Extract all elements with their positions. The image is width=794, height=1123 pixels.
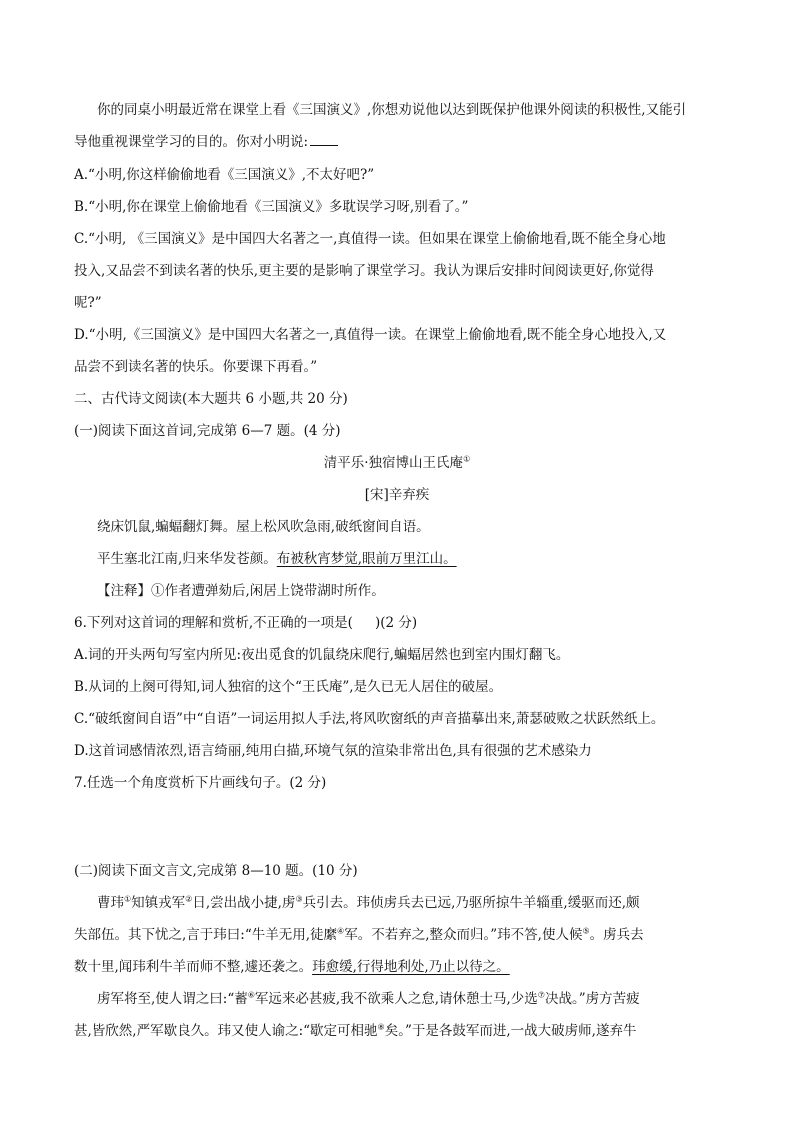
passage-p1-line3: [74, 958, 510, 976]
poem-author: [宋]辛弃疾: [364, 487, 430, 503]
passage-p1-line3-text: 数十里,闻玮利牛羊而师不整,遽还袭之。: [74, 959, 313, 975]
q5-option-c-line3: 呢?”: [74, 295, 102, 311]
poem-note: 【注释】①作者遭弹劾后,闲居上饶带湖时所作。: [97, 583, 385, 599]
passage-p2-line2: [74, 1022, 636, 1040]
passage-underlined-sentence: 玮愈缓,行得地利处,乃止以待之。: [312, 959, 510, 975]
poem-line-2a: 平生塞北江南,归来华发苍颜。: [97, 551, 277, 567]
passage-p1-line1: [97, 894, 639, 912]
q5-option-d-line1: D.“小明,《三国演义》是中国四大名著之一,真值得一读。在课堂上偷偷地看,既不能全身心地投入,又: [74, 327, 667, 343]
q5-stem-line1: 你的同桌小明最近常在课堂上看《三国演义》,你想劝说他以达到既保护他课外阅读的积极性,又能引: [97, 102, 687, 118]
footnote-mark: ③: [295, 894, 303, 904]
footnote-mark: ⑥: [247, 990, 255, 1000]
q6-option-c: C.“破纸窗间自语”中“自语”一词运用拟人手法,将风吹窗纸的声音描摹出来,萧瑟破败之状跃然纸上。: [74, 711, 665, 727]
footnote-mark: ②: [185, 894, 193, 904]
poem-line-1: 绕床饥鼠,蝙蝠翻灯舞。屋上松风吹急雨,破纸窗间自语。: [97, 519, 430, 535]
footnote-mark: ④: [337, 926, 345, 936]
q5-option-d-line2: 品尝不到读名著的快乐。你要课下再看。”: [74, 359, 318, 375]
passage-text: 失部伍。其下忧之,言于玮曰:“牛羊无用,徒縻: [74, 927, 338, 943]
q6-stem-b: )(2 分): [374, 615, 418, 631]
poem-title-text: 清平乐·独宿博山王氏庵: [323, 455, 464, 471]
q5-option-a: A.“小明,你这样偷偷地看《三国演义》,不太好吧?”: [74, 167, 375, 183]
passage-text: 军。不若弃之,整众而归。”玮不答,使人候: [344, 927, 583, 943]
passage-text: 甚,皆欣然,严军歇良久。玮又使人谕之:“歇定可相驰: [74, 1023, 378, 1039]
footnote-mark: ⑤: [582, 926, 590, 936]
section2-heading: 二、古代诗文阅读(本大题共 6 小题,共 20 分): [74, 391, 348, 407]
q6-stem: [74, 614, 417, 632]
q6-option-a: A.词的开头两句写室内所见:夜出觅食的饥鼠绕床爬行,蝙蝠居然也到室内围灯翻飞。: [74, 647, 570, 663]
q5-stem-text: 导他重视课堂学习的目的。你对小明说:: [74, 134, 309, 150]
passage-text: 。虏兵去: [589, 927, 644, 943]
passage-text: 虏军将至,使人谓之曰:“蓄: [97, 991, 248, 1007]
passage-text: 军远来必甚疲,我不欲乘人之怠,请休憩士马,少选: [254, 991, 538, 1007]
passage-text: 决战。”虏方苦疲: [544, 991, 640, 1007]
passage-p1-line2: [74, 926, 644, 944]
passage-text: 日,尝出战小捷,虏: [192, 895, 296, 911]
q5-option-b: B.“小明,你在课堂上偷偷地看《三国演义》多耽误学习呀,别看了。”: [74, 199, 469, 215]
passage-text: 知镇戎军: [131, 895, 186, 911]
footnote-mark: ⑧: [377, 1022, 385, 1032]
q6-option-b: B.从词的上阕可得知,词人独宿的这个“王氏庵”,是久已无人居住的破屋。: [74, 679, 503, 695]
passage-text: 兵引去。玮侦虏兵去已远,乃驱所掠牛羊辎重,缓驱而还,颇: [302, 895, 640, 911]
passage-text: 曹玮: [97, 895, 124, 911]
footnote-mark: ⑦: [537, 990, 545, 1000]
q5-option-c-line1: C.“小明, 《三国演义》是中国四大名著之一,真值得一读。但如果在课堂上偷偷地看,既不能全身心地: [74, 231, 666, 247]
poem-underlined-sentence: 布被秋宵梦觉,眼前万里江山。: [276, 551, 457, 567]
footnote-mark: ①: [124, 894, 132, 904]
q5-option-c-line2: 投入,又品尝不到读名著的快乐,更主要的是影响了课堂学习。我认为课后安排时间阅读更好,你觉得: [74, 263, 654, 279]
passage-p2-line1: [97, 990, 640, 1008]
poem-title: [0, 454, 794, 472]
q5-stem-line2: [74, 133, 338, 151]
poem-line-2: [97, 550, 457, 568]
passage-text: 矣。”于是各鼓军而进,一战大破虏师,遂弃牛: [384, 1023, 637, 1039]
q6-option-d: D.这首词感情浓烈,语言绮丽,纯用白描,环境气氛的渲染非常出色,具有很强的艺术感染力: [74, 743, 592, 759]
q7-stem: 7.任选一个角度赏析下片画线句子。(2 分): [74, 775, 327, 791]
part1-heading: (一)阅读下面这首词,完成第 6—7 题。(4 分): [74, 423, 341, 439]
poem-title-note-mark: ①: [463, 454, 471, 464]
part2-heading: (二)阅读下面文言文,完成第 8—10 题。(10 分): [74, 863, 358, 879]
q6-stem-a: 6.下列对这首词的理解和赏析,不正确的一项是(: [74, 615, 353, 631]
answer-blank: [310, 133, 338, 146]
